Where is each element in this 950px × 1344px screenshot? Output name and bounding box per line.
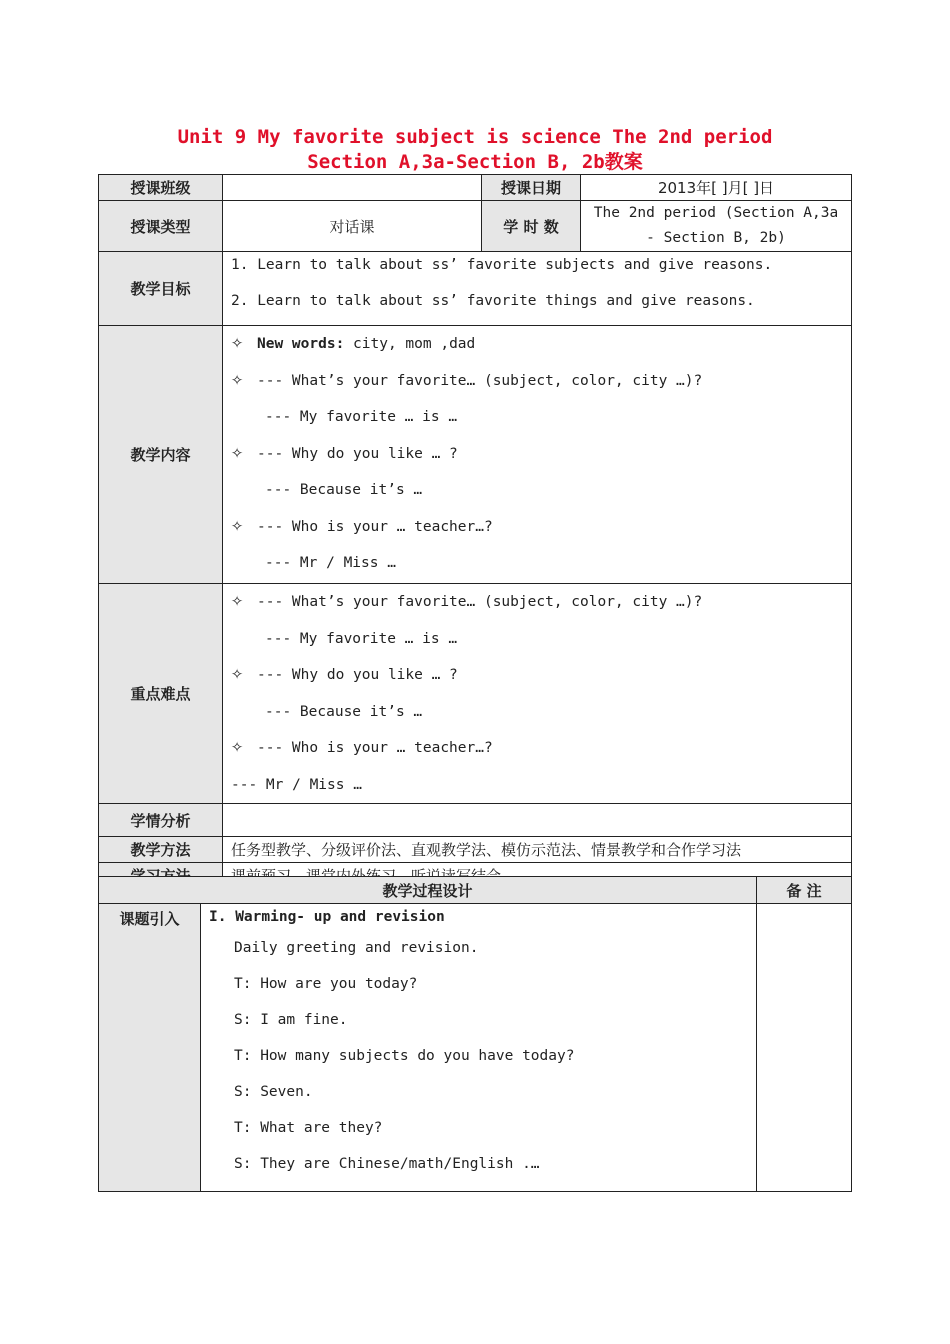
- lesson-info-table: [98, 174, 852, 889]
- section-title: I. Warming- up and revision: [209, 909, 445, 925]
- new-words: city, mom ,dad: [344, 336, 476, 352]
- hours-value-line-2: - Section B, 2b): [646, 230, 786, 246]
- hours-label: 学 时 数: [482, 201, 581, 252]
- key-points-cell: [223, 584, 852, 804]
- key-question-3: --- Who is your … teacher…?: [257, 740, 493, 756]
- answer-1: --- My favorite … is …: [265, 409, 458, 425]
- new-words-label: New words:: [257, 336, 345, 352]
- notes-cell: [757, 904, 852, 1192]
- dialogue-line: S: Seven.: [234, 1084, 313, 1100]
- diamond-star-icon: ✧: [231, 445, 244, 462]
- design-header: 教学过程设计: [99, 877, 757, 904]
- dialogue-line: Daily greeting and revision.: [234, 940, 479, 956]
- hours-value: [581, 201, 852, 252]
- dialogue-line: S: They are Chinese/math/English .…: [234, 1156, 540, 1172]
- goal-item: 2. Learn to talk about ss’ favorite things and give reasons.: [231, 293, 755, 309]
- key-question-1: --- What’s your favorite… (subject, color, city …)?: [257, 594, 703, 610]
- key-answer-3: --- Mr / Miss …: [231, 776, 362, 793]
- class-label: 授课班级: [99, 175, 223, 201]
- answer-2: --- Because it’s …: [265, 482, 423, 498]
- dialogue-line: T: What are they?: [234, 1120, 383, 1136]
- notes-header: 备 注: [757, 877, 852, 904]
- content-line: [223, 436, 851, 473]
- content-cell: [223, 326, 852, 584]
- document-title-line-2: Section A,3a-Section B, 2b教案: [307, 151, 643, 173]
- date-label: 授课日期: [482, 175, 581, 201]
- dialogue-line: S: I am fine.: [234, 1012, 348, 1028]
- key-answer-1: --- My favorite … is …: [265, 630, 458, 647]
- diamond-star-icon: ✧: [231, 372, 244, 389]
- teaching-method-value: 任务型教学、分级评价法、直观教学法、模仿示范法、情景教学和合作学习法: [223, 837, 852, 863]
- hours-value-line-1: The 2nd period (Section A,3a: [593, 205, 839, 221]
- key-line: [223, 730, 851, 767]
- goals-cell: [223, 252, 852, 326]
- teaching-process-table: [98, 876, 852, 1192]
- content-line: [223, 509, 851, 546]
- warmup-cell: [201, 904, 757, 1192]
- key-line: [223, 584, 851, 621]
- analysis-value: [223, 804, 852, 837]
- diamond-star-icon: ✧: [231, 594, 244, 610]
- type-value: 对话课: [223, 201, 482, 252]
- document-title-line-1: Unit 9 My favorite subject is science The 2nd period: [177, 126, 773, 148]
- content-label: 教学内容: [99, 326, 223, 584]
- diamond-star-icon: ✧: [231, 336, 244, 352]
- answer-3: --- Mr / Miss …: [265, 555, 396, 571]
- dialogue-line: T: How are you today?: [234, 976, 418, 992]
- analysis-label: 学情分析: [99, 804, 223, 837]
- goal-item: 1. Learn to talk about ss’ favorite subjects and give reasons.: [231, 257, 773, 273]
- teaching-method-label: 教学方法: [99, 837, 223, 863]
- type-label: 授课类型: [99, 201, 223, 252]
- key-line: [223, 657, 851, 694]
- diamond-star-icon: ✧: [231, 740, 244, 756]
- intro-label: 课题引入: [99, 904, 201, 1192]
- question-3: --- Who is your … teacher…?: [257, 518, 493, 535]
- key-question-2: --- Why do you like … ?: [257, 667, 458, 683]
- goals-label: 教学目标: [99, 252, 223, 326]
- question-2: --- Why do you like … ?: [257, 445, 458, 462]
- content-line: [223, 326, 851, 363]
- key-points-label: 重点难点: [99, 584, 223, 804]
- class-value: [223, 175, 482, 201]
- date-value: 2013年[ ]月[ ]日: [581, 175, 852, 201]
- diamond-star-icon: ✧: [231, 667, 244, 683]
- dialogue-line: T: How many subjects do you have today?: [234, 1048, 575, 1064]
- content-line: [223, 363, 851, 400]
- diamond-star-icon: ✧: [231, 518, 244, 535]
- question-1: --- What’s your favorite… (subject, color, city …)?: [257, 372, 703, 389]
- key-answer-2: --- Because it’s …: [265, 703, 423, 720]
